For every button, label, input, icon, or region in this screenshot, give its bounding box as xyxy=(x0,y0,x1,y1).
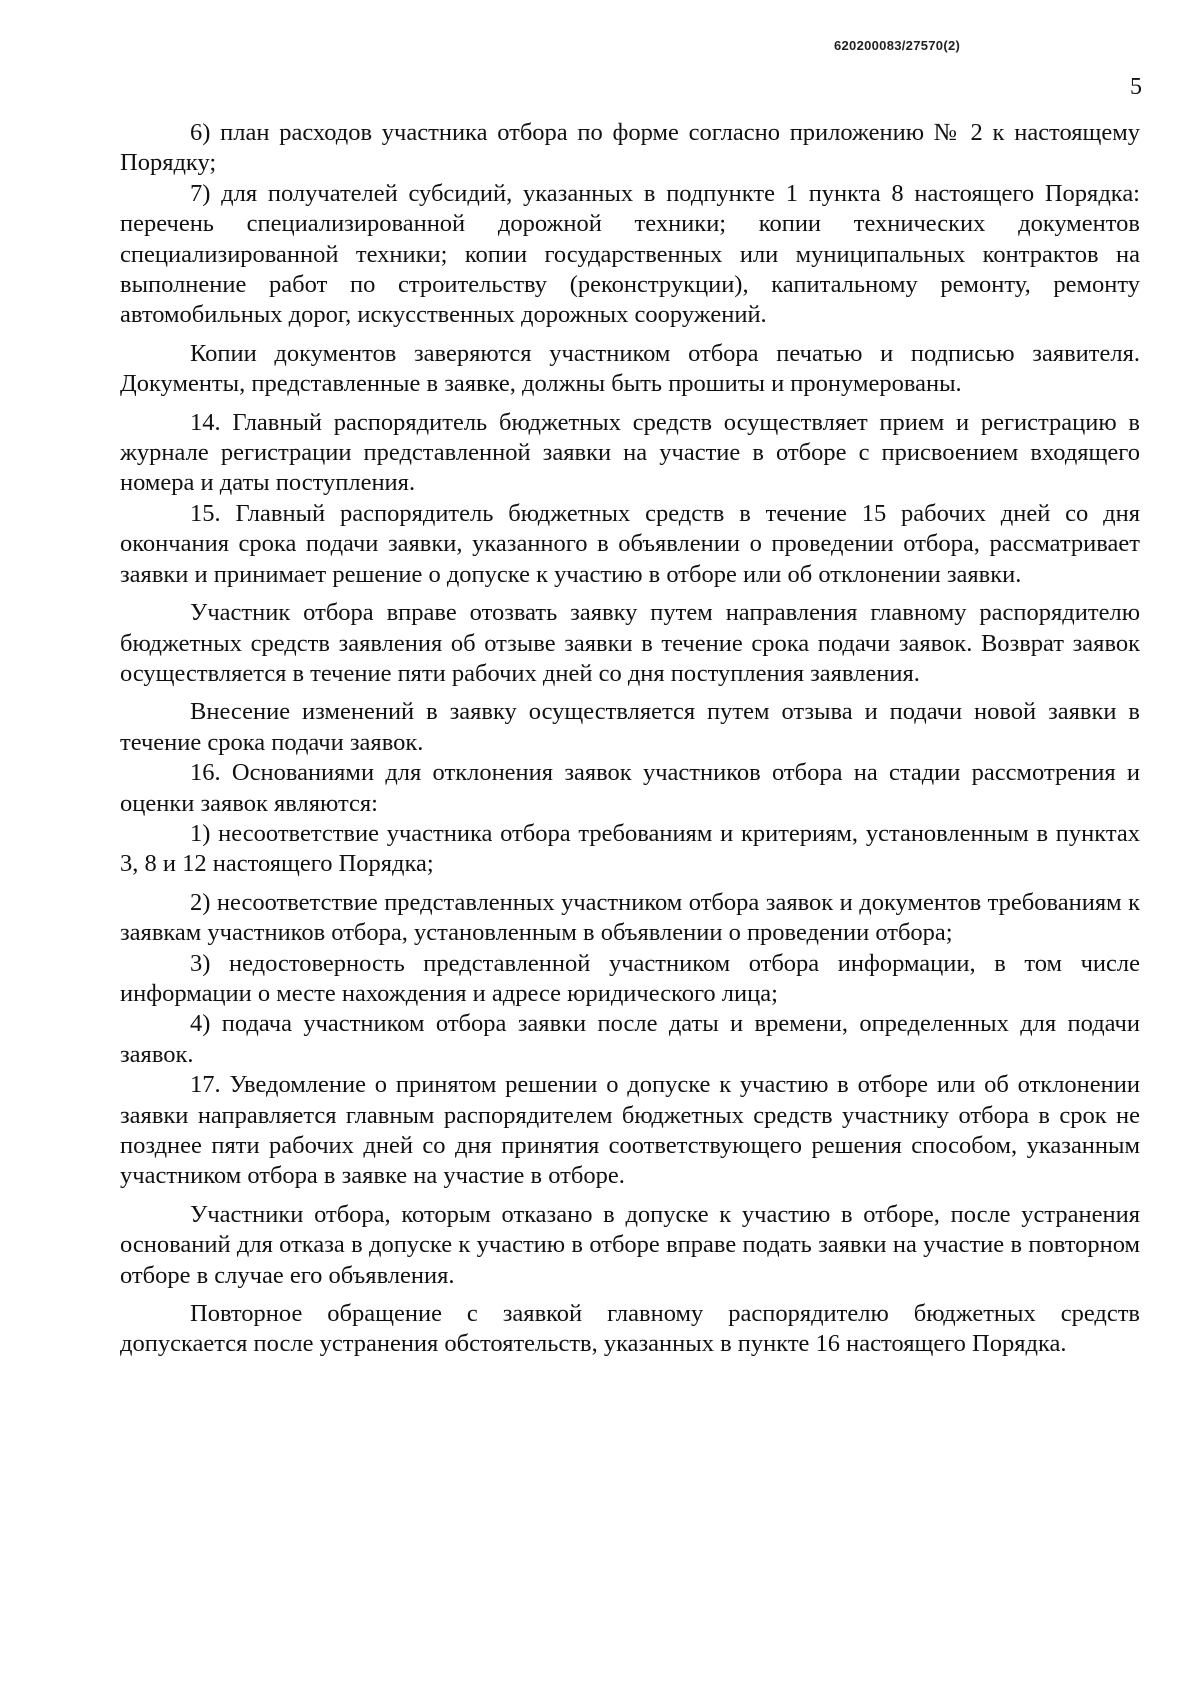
paragraph-rejection-reason-1: 1) несоответствие участника отбора требованиям и критериям, установленным в пунктах 3, 8 и 12 настоящего Порядка; xyxy=(120,819,1140,878)
paragraph-application-changes: Внесение изменений в заявку осуществляется путем отзыва и подачи новой заявки в течение срока подачи заявок. xyxy=(120,698,1140,756)
paragraph-item-6: 6) план расходов участника отбора по форме согласно приложению № 2 к настоящему Порядку; xyxy=(120,119,1140,177)
paragraph-item-7: 7) для получателей субсидий, указанных в подпункте 1 пункта 8 настоящего Порядка: перечень специализированной дорожной техники; копии технических документов специализированной техники; копии государственных или муниципальных контрактов на выполнение работ по строительству (реконструкции), капитальному ремонту, ремонту автомобильных дорог, искусственных дорожных сооружений. xyxy=(120,179,1140,329)
paragraph-rejection-reason-2: 2) несоответствие представленных участником отбора заявок и документов требованиям к заявкам участников отбора, установленным в объявлении о проведении отбора; xyxy=(120,888,1140,947)
document-body xyxy=(120,118,1140,1360)
paragraph-copies-certification: Копии документов заверяются участником отбора печатью и подписью заявителя. Документы, представленные в заявке, должны быть прошиты и пронумерованы. xyxy=(120,339,1140,398)
paragraph-repeat-application: Повторное обращение с заявкой главному распорядителю бюджетных средств допускается после устранения обстоятельств, указанных в пункте 16 настоящего Порядка. xyxy=(120,1300,1140,1358)
paragraph-repeat-selection: Участники отбора, которым отказано в допуске к участию в отборе, после устранения оснований для отказа в допуске к участию в отборе вправе подать заявки на участие в повторном отборе в случае его объявления. xyxy=(120,1200,1140,1289)
paragraph-rejection-reason-3: 3) недостоверность представленной участником отбора информации, в том числе информации о месте нахождения и адресе юридического лица; xyxy=(120,949,1140,1007)
paragraph-section-16: 16. Основаниями для отклонения заявок участников отбора на стадии рассмотрения и оценки заявок являются: xyxy=(120,759,1140,817)
page-number: 5 xyxy=(1130,74,1142,100)
paragraph-section-17: 17. Уведомление о принятом решении о допуске к участию в отборе или об отклонении заявки направляется главным распорядителем бюджетных средств участнику отбора в срок не позднее пяти рабочих дней со дня принятия соответствующего решения способом, указанным участником отбора в заявке на участие в отборе. xyxy=(120,1071,1140,1190)
paragraph-section-15: 15. Главный распорядитель бюджетных средств в течение 15 рабочих дней со дня окончания срока подачи заявки, указанного в объявлении о проведении отбора, рассматривает заявки и принимает решение о допуске к участию в отборе или об отклонении заявки. xyxy=(120,499,1140,588)
document-number: 620200083/27570(2) xyxy=(834,38,961,53)
paragraph-rejection-reason-4: 4) подача участником отбора заявки после даты и времени, определенных для подачи заявок. xyxy=(120,1010,1140,1068)
paragraph-withdraw-application: Участник отбора вправе отозвать заявку путем направления главному распорядителю бюджетных средств заявления об отзыве заявки в течение срока подачи заявок. Возврат заявок осуществляется в течение пяти рабочих дней со дня поступления заявления. xyxy=(120,599,1140,687)
paragraph-section-14: 14. Главный распорядитель бюджетных средств осуществляет прием и регистрацию в журнале регистрации представленной заявки на участие в отборе с присвоением входящего номера и даты поступления. xyxy=(120,408,1140,497)
